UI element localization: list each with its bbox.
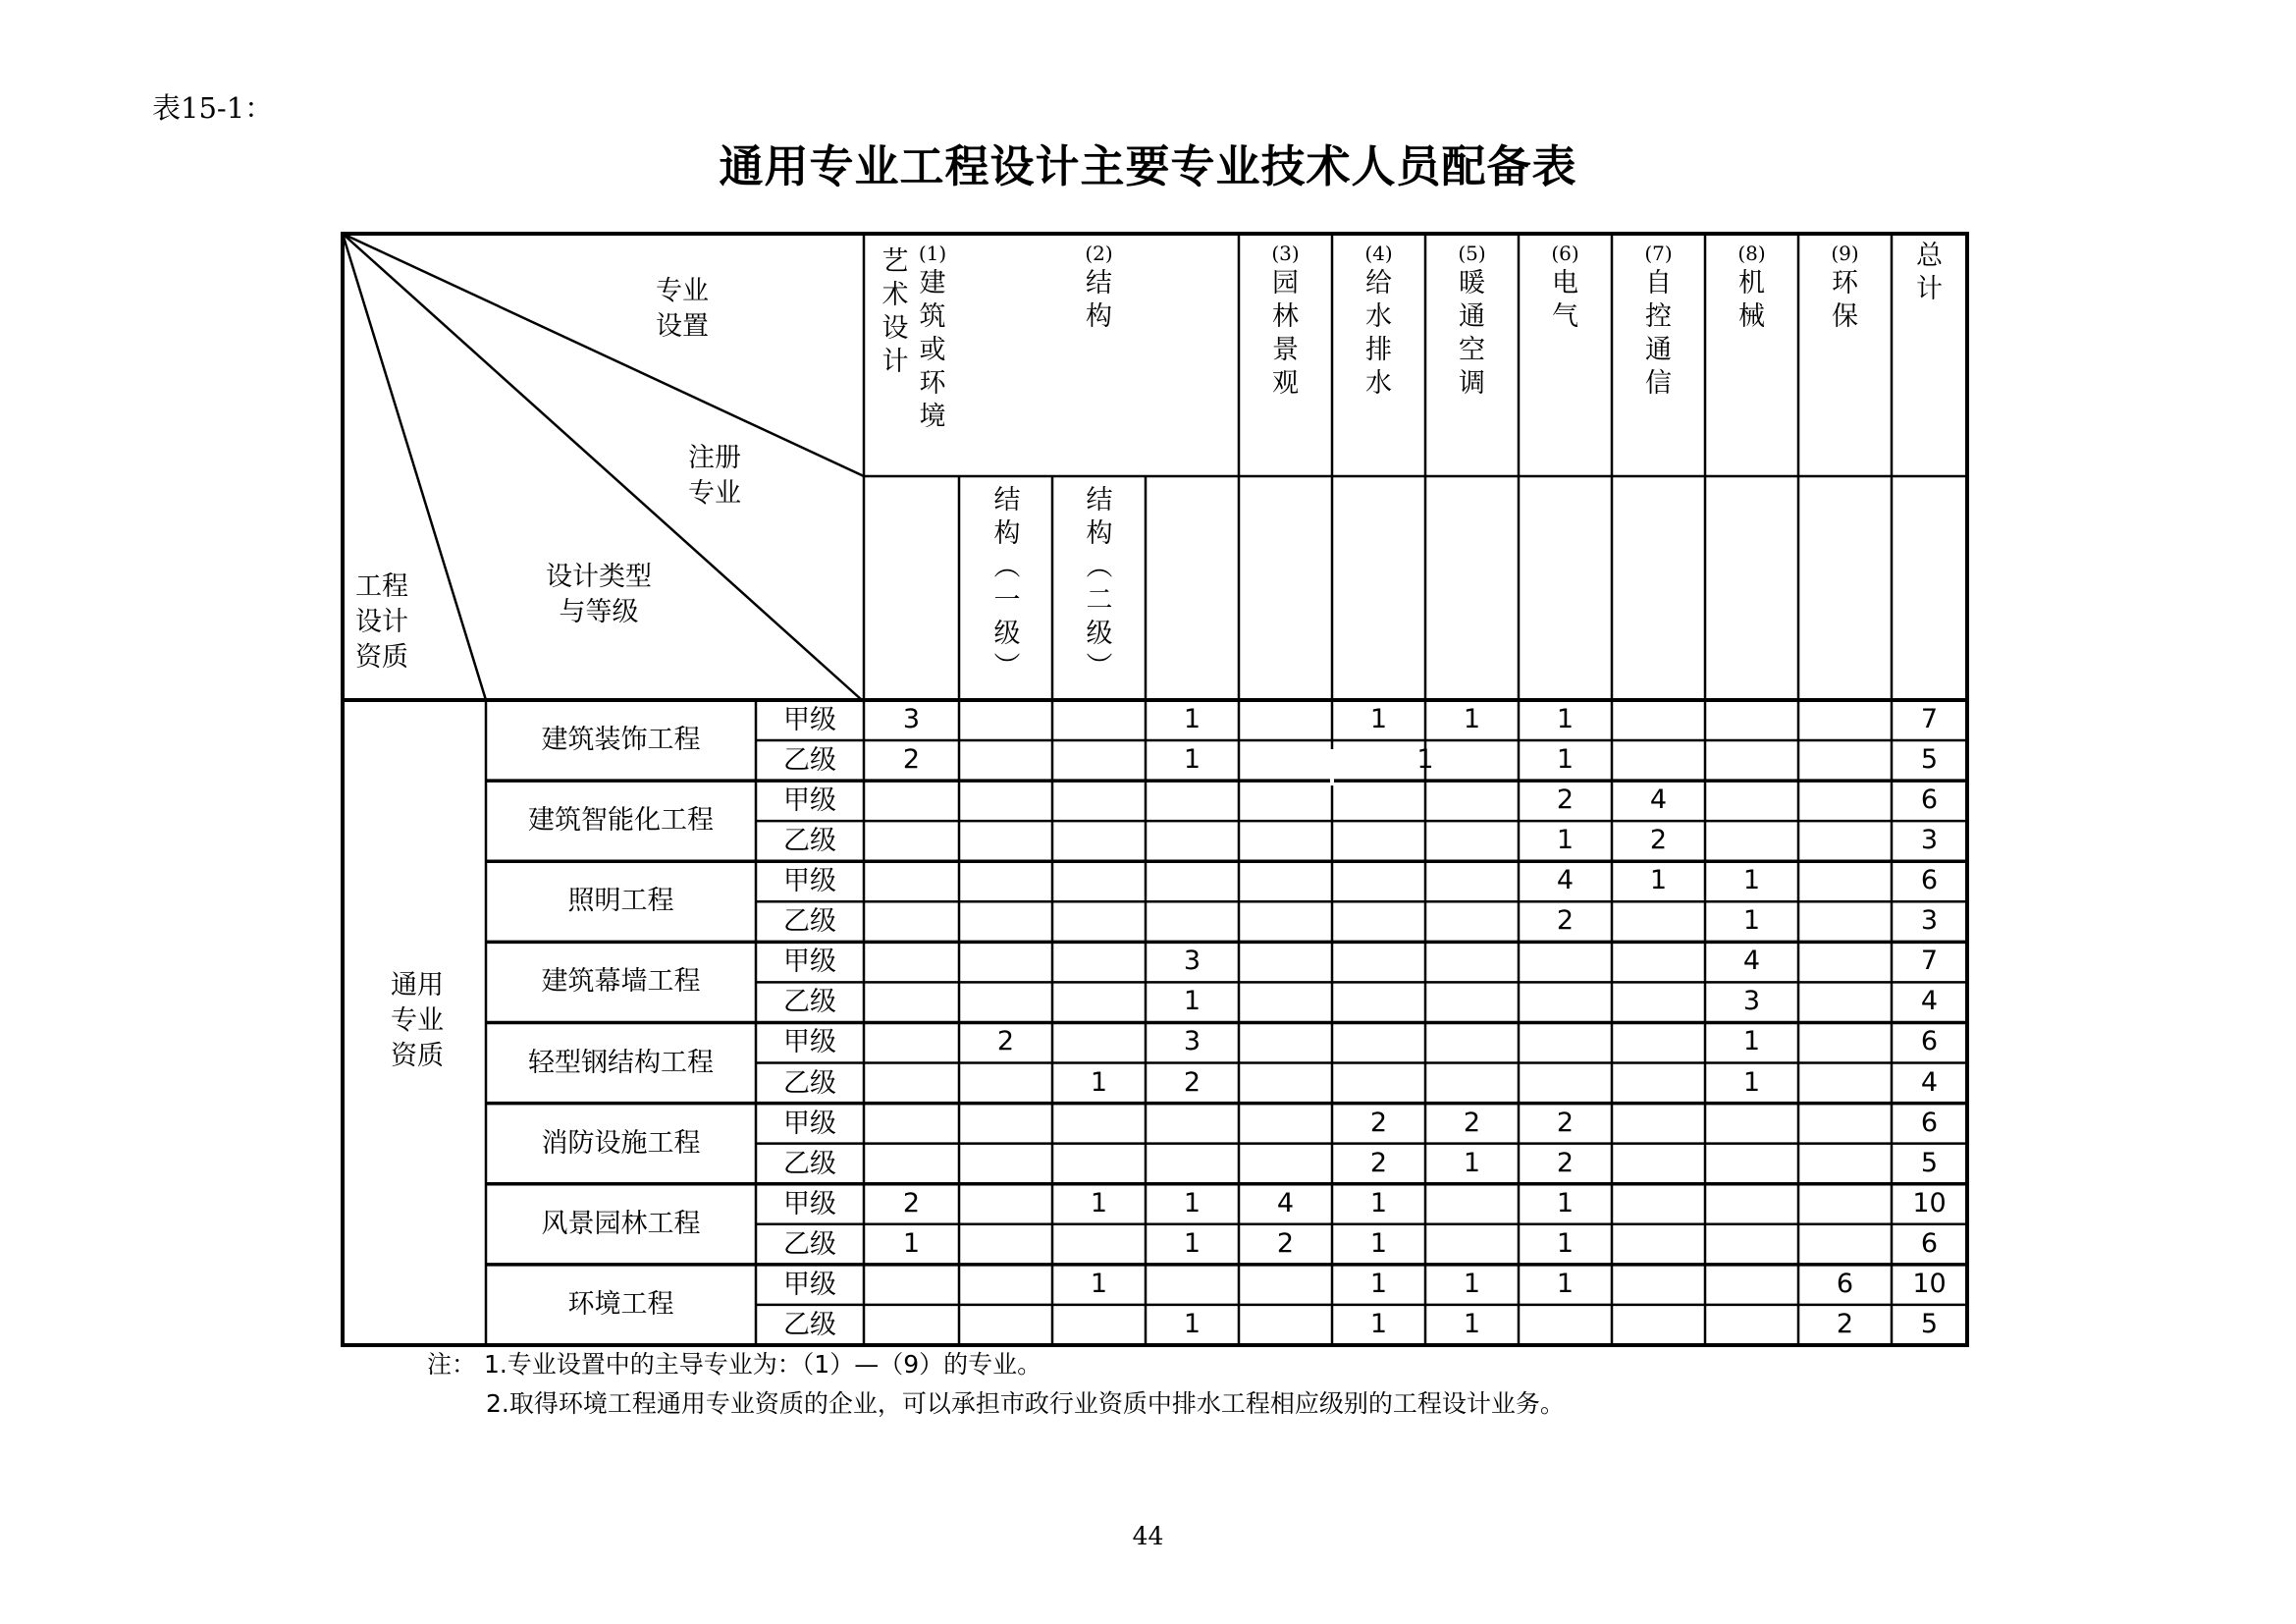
grade-label: 甲级 [783,1027,836,1058]
table-cell: 5 [1920,1308,1939,1339]
table-cell: 1 [1369,1268,1388,1299]
table-cell: 1 [1742,865,1761,896]
table-cell: 3 [1183,946,1201,977]
table-cell: 4 [1556,865,1575,896]
page-number: 44 [1132,1522,1164,1550]
column-header-8: (8) 机械 [1737,242,1766,332]
column-header-1: (1) 建筑或环境 [918,242,947,432]
table-cell: 1 [1090,1187,1108,1218]
design-type-label: 环境工程 [567,1288,674,1320]
table-cell: 6 [1920,1026,1939,1057]
table-cell: 1 [1090,1268,1108,1299]
column-header-4: (4) 给水排水 [1364,242,1393,399]
column-header-5: (5) 暖通空调 [1458,242,1486,399]
design-type-label: 照明工程 [567,886,674,917]
grade-label: 乙级 [783,826,836,857]
note-1: 注： 1.专业设置中的主导专业为：（1）—（9）的专业。 [427,1350,1042,1379]
table-cell: 7 [1920,946,1939,977]
column-header-9: (9) 环保 [1831,242,1859,332]
table-cell: 6 [1920,1227,1939,1259]
table-cell: 2 [1369,1107,1388,1138]
table-cell: 1 [1556,1187,1575,1218]
table-cell: 1 [1183,744,1201,776]
column-header-art-design: 艺术设计 [881,246,909,377]
table-cell: 1 [1649,865,1668,896]
table-cell: 4 [1742,946,1761,977]
table-cell: 1 [1556,744,1575,776]
group-label: 通用 专业 资质 [391,970,444,1071]
table-cell: 1 [1742,1066,1761,1098]
table-cell: 1 [1183,1187,1201,1218]
grade-label: 乙级 [783,1309,836,1340]
table-label: 表15-1： [152,91,274,125]
sub-header-structure-1: 结 构 ︵ 一 级 ︶ [993,485,1021,682]
corner-registered-label: 注册 专业 [688,443,741,509]
sub-header-structure-2: 结 构 ︵ 二 级 ︶ [1086,485,1113,682]
grade-label: 甲级 [783,1108,836,1139]
grade-label: 乙级 [783,1067,836,1099]
table-cell: 1 [1742,905,1761,937]
design-type-label: 建筑幕墙工程 [541,966,701,998]
table-cell: 3 [1183,1026,1201,1057]
grade-label: 甲级 [783,1269,836,1300]
grade-label: 乙级 [783,906,836,938]
table-cell: 1 [1416,744,1434,776]
table-cell: 3 [1920,905,1939,937]
table-cell: 4 [1920,1066,1939,1098]
corner-design-type-label: 设计类型 与等级 [546,562,652,627]
grade-label: 乙级 [783,1228,836,1260]
grade-label: 甲级 [783,866,836,897]
table-cell: 1 [1369,1187,1388,1218]
table-cell: 1 [1463,1147,1481,1178]
table-cell: 6 [1836,1268,1854,1299]
corner-setting-label: 专业 设置 [656,276,709,342]
table-cell: 1 [1742,1026,1761,1057]
column-header-7: (7) 自控通信 [1644,242,1673,399]
table-cell: 2 [1556,1107,1575,1138]
table-cell: 2 [1369,1147,1388,1178]
table-cell: 1 [1556,1268,1575,1299]
table-cell: 2 [1556,1147,1575,1178]
column-header-3: (3) 园林景观 [1271,242,1300,399]
design-type-label: 消防设施工程 [541,1127,701,1159]
grade-label: 乙级 [783,987,836,1018]
grade-label: 甲级 [783,1188,836,1219]
design-type-label: 风景园林工程 [541,1208,701,1239]
corner-qualification-label: 工程 设计 资质 [355,571,408,673]
note-2: 2.取得环境工程通用专业资质的企业，可以承担市政行业资质中排水工程相应级别的工程设计业务。 [486,1389,1565,1418]
table-cell: 4 [1276,1187,1295,1218]
table-cell: 5 [1920,744,1939,776]
grade-label: 甲级 [783,705,836,735]
grade-label: 乙级 [783,1148,836,1179]
table-cell: 1 [1556,825,1575,856]
table-cell: 1 [902,1227,921,1259]
table-cell: 2 [1556,905,1575,937]
grade-label: 乙级 [783,745,836,777]
design-type-label: 建筑装饰工程 [541,725,701,756]
table-cell: 5 [1920,1147,1939,1178]
table-cell: 6 [1920,1107,1939,1138]
table-cell: 3 [1742,986,1761,1017]
table-cell: 1 [1556,704,1575,734]
table-cell: 1 [1463,1308,1481,1339]
table-cell: 1 [1556,1227,1575,1259]
design-type-label: 轻型钢结构工程 [528,1047,714,1078]
table-notes [427,1345,1565,1424]
table-cell: 2 [1649,825,1668,856]
grade-label: 甲级 [783,947,836,978]
table-cell: 1 [1183,1308,1201,1339]
table-cell: 2 [902,744,921,776]
table-cell: 1 [1369,1227,1388,1259]
table-cell: 1 [1463,704,1481,734]
table-cell: 1 [1369,704,1388,734]
table-cell: 6 [1920,865,1939,896]
table-cell: 1 [1183,986,1201,1017]
column-header-6: (6) 电气 [1551,242,1579,332]
table-cell: 1 [1183,1227,1201,1259]
table-cell: 2 [1463,1107,1481,1138]
table-cell: 10 [1912,1187,1947,1218]
table-cell: 6 [1920,785,1939,816]
table-cell: 2 [1276,1227,1295,1259]
column-header-2: (2) 结构 [1085,242,1113,332]
table-cell: 1 [1369,1308,1388,1339]
page-title: 通用专业工程设计主要专业技术人员配备表 [719,140,1577,192]
table-cell: 2 [902,1187,921,1218]
table-cell: 2 [1556,785,1575,816]
table-cell: 10 [1912,1268,1947,1299]
table-cell: 2 [1183,1066,1201,1098]
table-cell: 1 [1183,704,1201,734]
grade-label: 甲级 [783,785,836,817]
table-cell: 2 [996,1026,1015,1057]
table-cell: 4 [1649,785,1668,816]
table-cell: 2 [1836,1308,1854,1339]
table-cell: 1 [1090,1066,1108,1098]
table-cell: 4 [1920,986,1939,1017]
table-cell: 7 [1920,704,1939,734]
table-cell: 3 [902,704,921,734]
table-cell: 3 [1920,825,1939,856]
column-header-10: 总计 [1916,241,1943,304]
design-type-label: 建筑智能化工程 [528,805,714,837]
table-cell: 1 [1463,1268,1481,1299]
